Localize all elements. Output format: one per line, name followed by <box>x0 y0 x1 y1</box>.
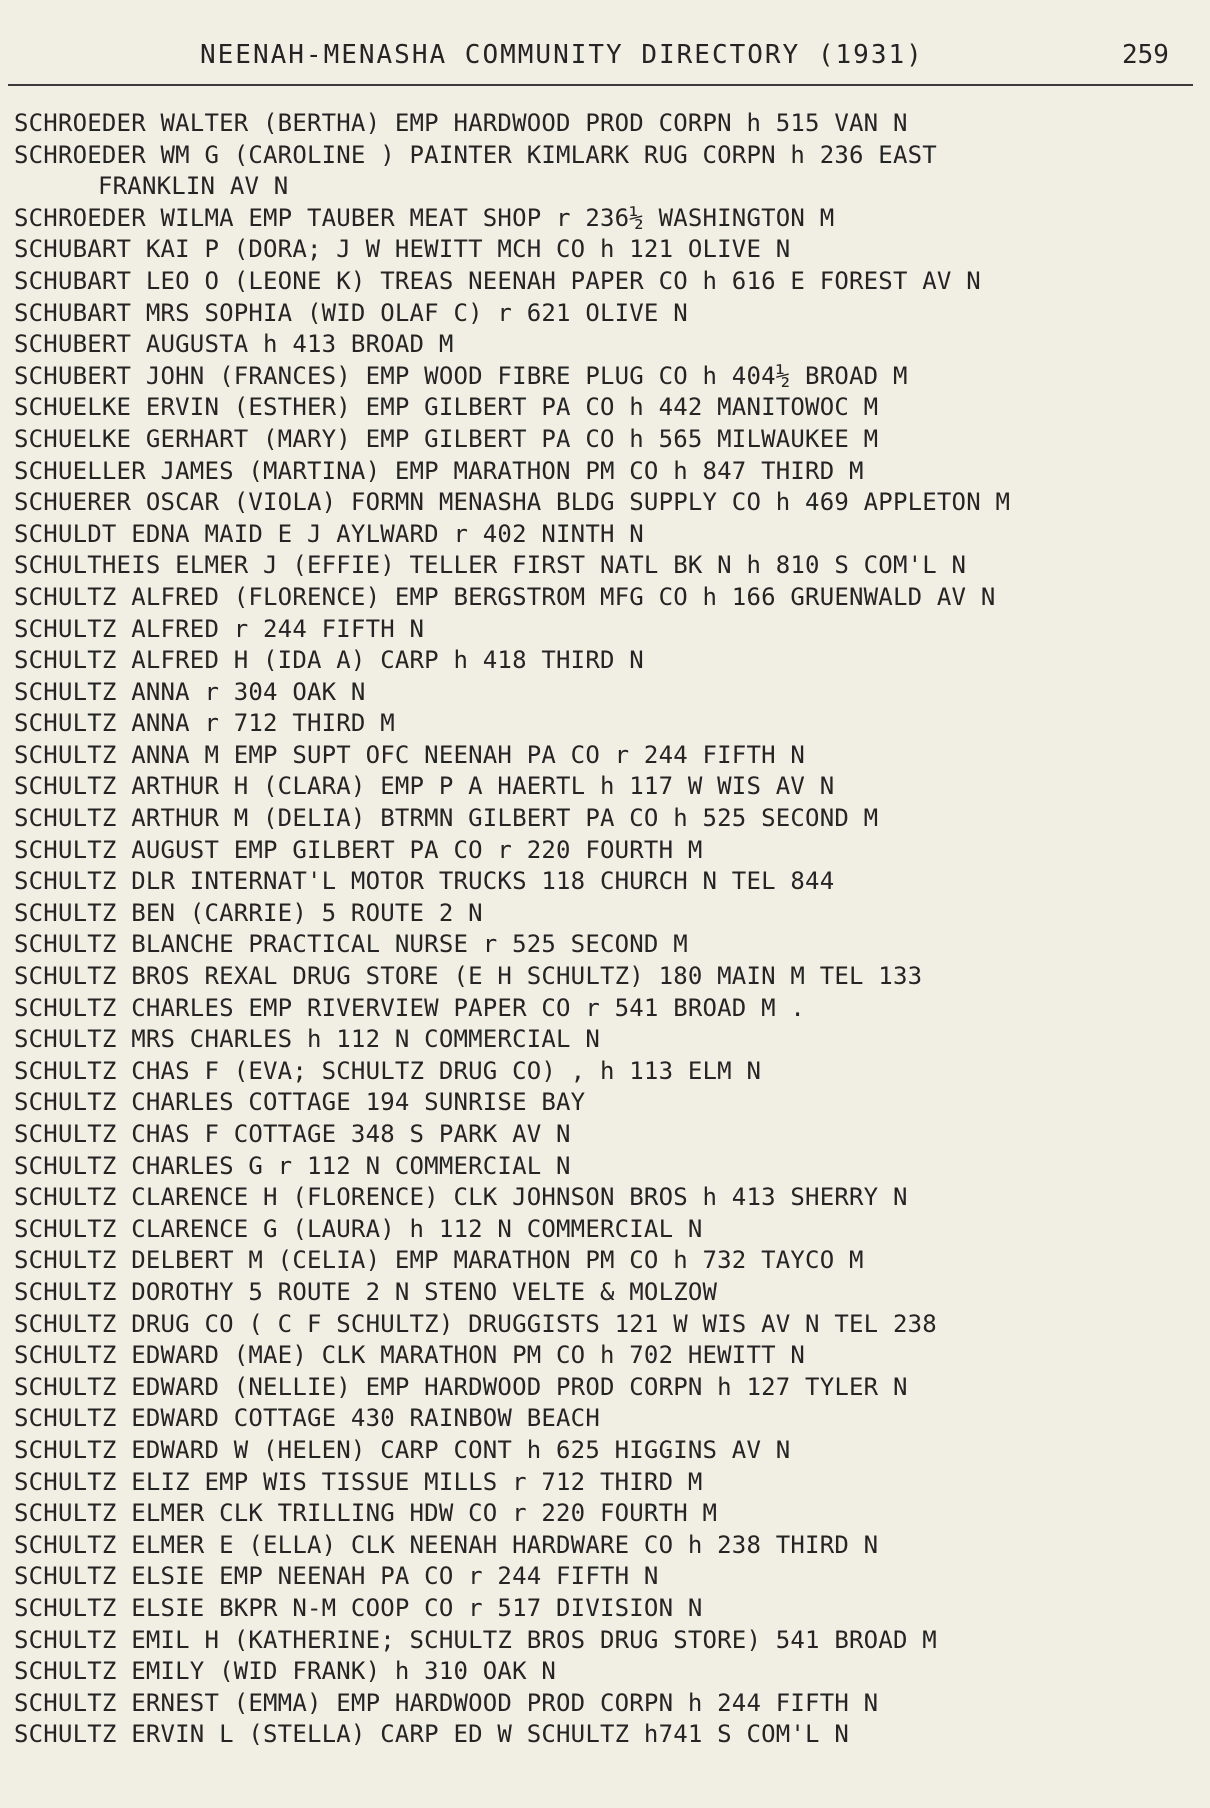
directory-entry: SCHULTZ BROS REXAL DRUG STORE (E H SCHULTZ) 180 MAIN M TEL 133 <box>14 962 923 991</box>
directory-entry: SCHROEDER WALTER (BERTHA) EMP HARDWOOD PROD CORPN h 515 VAN N <box>14 109 908 137</box>
directory-entry: SCHULTHEIS ELMER J (EFFIE) TELLER FIRST NATL BK N h 810 S COM'L N <box>14 551 967 580</box>
directory-entry: SCHUERER OSCAR (VIOLA) FORMN MENASHA BLDG SUPPLY CO h 469 APPLETON M <box>14 488 1011 517</box>
directory-entry: SCHULTZ ERVIN L (STELLA) CARP ED W SCHULTZ h741 S COM'L N <box>14 1720 850 1749</box>
directory-entry: SCHULTZ CLARENCE G (LAURA) h 112 N COMMERCIAL N <box>14 1214 703 1243</box>
header-rule <box>8 84 1193 86</box>
directory-entry: SCHUELKE GERHART (MARY) EMP GILBERT PA CO h 565 MILWAUKEE M <box>14 424 879 453</box>
directory-entry: SCHULTZ ELMER E (ELLA) CLK NEENAH HARDWARE CO h 238 THIRD N <box>14 1530 879 1559</box>
directory-entry: SCHULTZ DRUG CO ( C F SCHULTZ) DRUGGISTS 121 W WIS AV N TEL 238 <box>14 1309 937 1338</box>
directory-entry: SCHULTZ ARTHUR H (CLARA) EMP P A HAERTL h 117 W WIS AV N <box>14 772 835 801</box>
directory-entry: SCHULTZ CLARENCE H (FLORENCE) CLK JOHNSON BROS h 413 SHERRY N <box>14 1183 908 1212</box>
directory-entry: SCHULTZ ELIZ EMP WIS TISSUE MILLS r 712 THIRD M <box>14 1467 703 1496</box>
directory-entry: SCHROEDER WILMA EMP TAUBER MEAT SHOP r 236½ WASHINGTON M <box>14 203 835 232</box>
directory-entry: SCHULTZ CHARLES COTTAGE 194 SUNRISE BAY <box>14 1088 586 1117</box>
directory-entry: SCHULTZ ELMER CLK TRILLING HDW CO r 220 FOURTH M <box>14 1499 718 1528</box>
directory-entry: SCHULTZ MRS CHARLES h 112 N COMMERCIAL N <box>14 1025 600 1054</box>
directory-entry: SCHROEDER WM G (CAROLINE ) PAINTER KIMLARK RUG CORPN h 236 EAST <box>14 140 937 169</box>
directory-entry: SCHULTZ CHAS F (EVA; SCHULTZ DRUG CO) , h 113 ELM N <box>14 1056 762 1085</box>
page-title: NEENAH-MENASHA COMMUNITY DIRECTORY (1931) <box>200 40 924 70</box>
directory-entry: SCHUELLER JAMES (MARTINA) EMP MARATHON PM CO h 847 THIRD M <box>14 456 864 485</box>
directory-entry: SCHULTZ CHARLES G r 112 N COMMERCIAL N <box>14 1151 571 1180</box>
directory-entry: SCHULTZ EDWARD (NELLIE) EMP HARDWOOD PROD CORPN h 127 TYLER N <box>14 1372 908 1401</box>
directory-entry: SCHULTZ ALFRED H (IDA A) CARP h 418 THIRD N <box>14 646 644 675</box>
page-header <box>0 40 1210 90</box>
directory-entry: SCHULTZ DLR INTERNAT'L MOTOR TRUCKS 118 CHURCH N TEL 844 <box>14 867 835 896</box>
directory-entry: SCHULTZ ARTHUR M (DELIA) BTRMN GILBERT PA CO h 525 SECOND M <box>14 804 879 833</box>
directory-entry: SCHUELKE ERVIN (ESTHER) EMP GILBERT PA CO h 442 MANITOWOC M <box>14 393 879 422</box>
directory-entry: SCHUBERT JOHN (FRANCES) EMP WOOD FIBRE PLUG CO h 404½ BROAD M <box>14 361 908 390</box>
directory-entry: SCHUBART KAI P (DORA; J W HEWITT MCH CO h 121 OLIVE N <box>14 235 791 264</box>
directory-entry: SCHULDT EDNA MAID E J AYLWARD r 402 NINTH N <box>14 519 644 548</box>
directory-entry: SCHULTZ BEN (CARRIE) 5 ROUTE 2 N <box>14 898 483 927</box>
directory-entry: SCHULTZ ALFRED (FLORENCE) EMP BERGSTROM MFG CO h 166 GRUENWALD AV N <box>14 582 996 611</box>
directory-entry: SCHULTZ EMILY (WID FRANK) h 310 OAK N <box>14 1657 557 1686</box>
directory-entry: SCHULTZ AUGUST EMP GILBERT PA CO r 220 FOURTH M <box>14 835 703 864</box>
directory-entry: SCHULTZ CHARLES EMP RIVERVIEW PAPER CO r 541 BROAD M . <box>14 993 806 1022</box>
directory-entry: SCHULTZ ANNA r 304 OAK N <box>14 677 366 706</box>
directory-entry: SCHUBART LEO O (LEONE K) TREAS NEENAH PAPER CO h 616 E FOREST AV N <box>14 266 981 295</box>
directory-entry: SCHULTZ EDWARD (MAE) CLK MARATHON PM CO h 702 HEWITT N <box>14 1341 806 1370</box>
directory-entry: SCHUBERT AUGUSTA h 413 BROAD M <box>14 330 454 359</box>
directory-entry: SCHULTZ ANNA M EMP SUPT OFC NEENAH PA CO r 244 FIFTH N <box>14 740 806 769</box>
directory-entry: SCHULTZ ELSIE BKPR N-M COOP CO r 517 DIVISION N <box>14 1593 703 1622</box>
directory-entry: SCHULTZ ANNA r 712 THIRD M <box>14 709 395 738</box>
directory-entry-continuation: FRANKLIN AV N <box>98 172 289 201</box>
directory-entry: SCHULTZ DELBERT M (CELIA) EMP MARATHON PM CO h 732 TAYCO M <box>14 1246 864 1275</box>
directory-entry: SCHULTZ EDWARD COTTAGE 430 RAINBOW BEACH <box>14 1404 600 1433</box>
directory-entry: SCHULTZ ERNEST (EMMA) EMP HARDWOOD PROD CORPN h 244 FIFTH N <box>14 1688 879 1717</box>
directory-entries <box>14 108 1204 1751</box>
directory-entry: SCHULTZ ALFRED r 244 FIFTH N <box>14 614 425 643</box>
directory-entry: SCHULTZ DOROTHY 5 ROUTE 2 N STENO VELTE & MOLZOW <box>14 1277 718 1306</box>
directory-entry: SCHULTZ EMIL H (KATHERINE; SCHULTZ BROS DRUG STORE) 541 BROAD M <box>14 1625 937 1654</box>
directory-entry: SCHULTZ ELSIE EMP NEENAH PA CO r 244 FIFTH N <box>14 1562 659 1591</box>
directory-entry: SCHULTZ BLANCHE PRACTICAL NURSE r 525 SECOND M <box>14 930 688 959</box>
directory-entry: SCHULTZ EDWARD W (HELEN) CARP CONT h 625 HIGGINS AV N <box>14 1435 791 1464</box>
page-number: 259 <box>1122 40 1169 70</box>
directory-entry: SCHUBART MRS SOPHIA (WID OLAF C) r 621 OLIVE N <box>14 298 688 327</box>
directory-entry: SCHULTZ CHAS F COTTAGE 348 S PARK AV N <box>14 1120 571 1148</box>
